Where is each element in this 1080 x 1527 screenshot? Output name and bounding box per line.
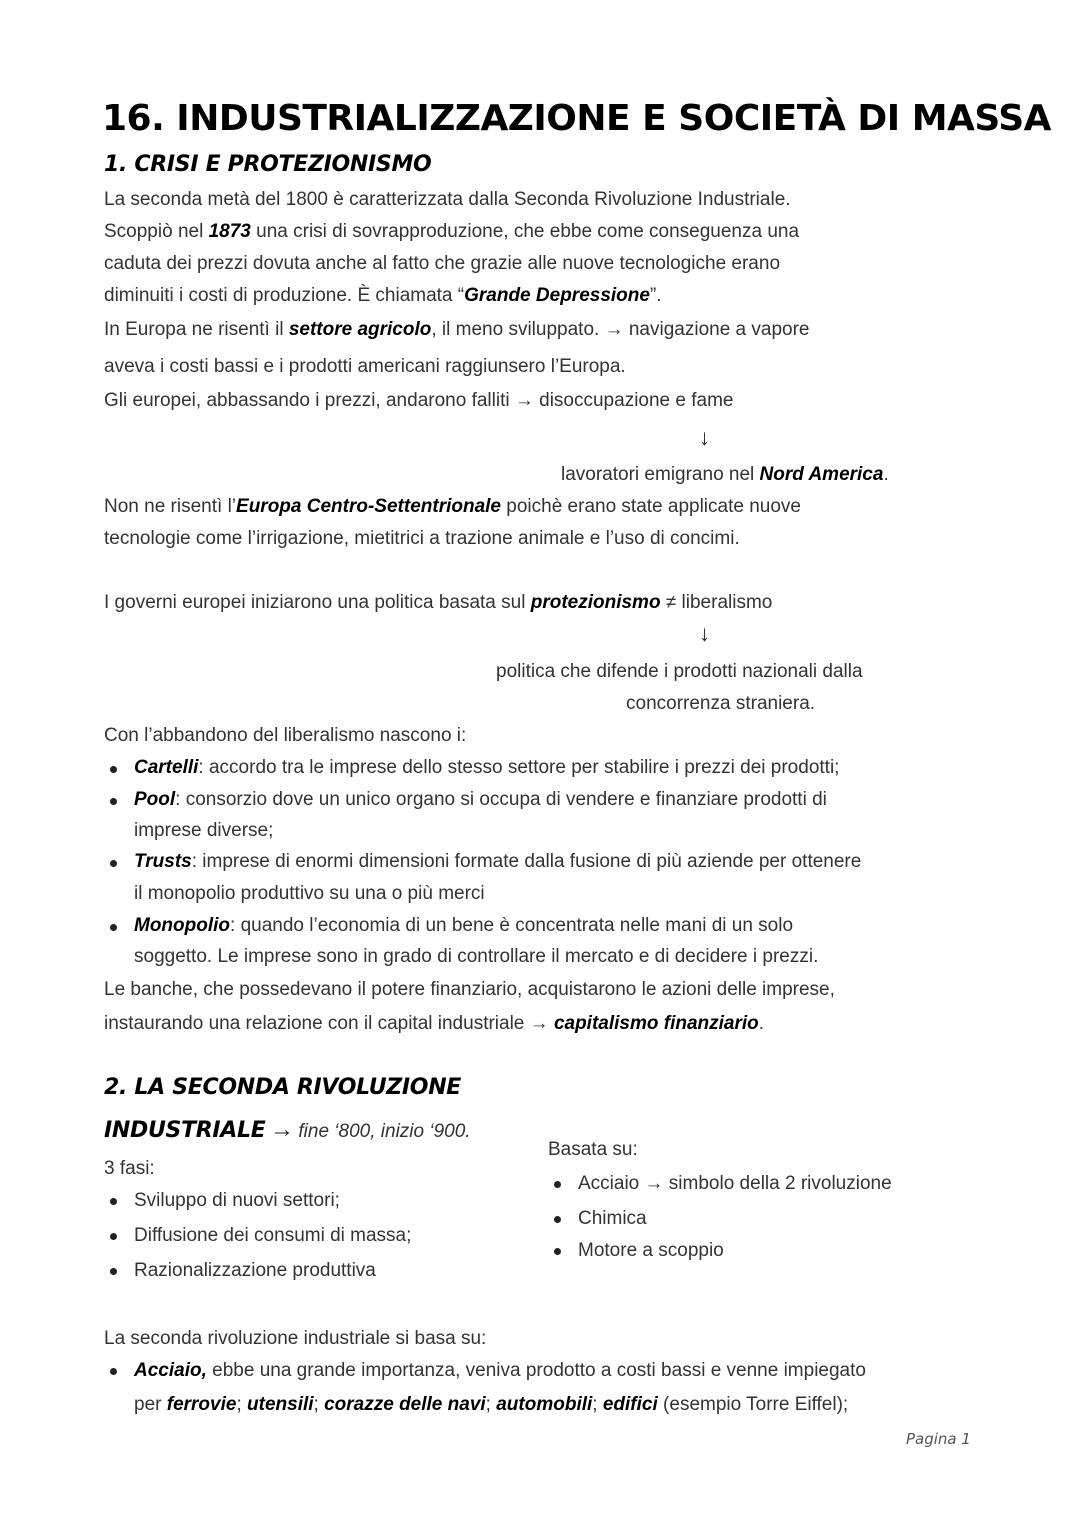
list-item: Trusts: imprese di enormi dimensioni formate dalla fusione di più aziende per ottenere	[134, 851, 862, 872]
list-item: Motore a scoppio	[578, 1240, 724, 1261]
capitalismo-finanziario: capitalismo finanziario	[553, 1013, 759, 1034]
list-item: Chimica	[578, 1208, 647, 1229]
page-number: Pagina 1	[906, 1430, 971, 1448]
bullet-icon	[110, 1268, 117, 1275]
protezionismo: protezionismo	[530, 592, 661, 613]
paragraph-line: diminuiti i costi di produzione. È chiamata “Grande Depressione”.	[104, 285, 662, 306]
arrow-down-icon: ↓	[699, 621, 710, 646]
basis-intro: Basata su:	[548, 1139, 638, 1160]
paragraph-line: caduta dei prezzi dovuta anche al fatto che grazie alle nuove tecnologiche erano	[104, 253, 781, 274]
paragraph-line: Non ne risentì l’Europa Centro-Settentrionale poichè erano state applicate nuove	[104, 496, 801, 517]
bullet-icon	[110, 924, 117, 931]
arrow-down-icon: ↓	[699, 425, 710, 450]
paragraph-line: La seconda rivoluzione industriale si basa su:	[104, 1328, 487, 1349]
list-item: Diffusione dei consumi di massa;	[134, 1225, 412, 1246]
paragraph-line: tecnologie come l’irrigazione, mietitrici a trazione animale e l’uso di concimi.	[104, 528, 740, 549]
bullet-icon	[110, 766, 117, 773]
europa-centro-settentrionale: Europa Centro-Settentrionale	[236, 496, 501, 517]
section-2-heading-line2: INDUSTRIALE → fine ‘800, inizio ‘900.	[104, 1116, 471, 1143]
paragraph-line: concorrenza straniera.	[626, 693, 816, 714]
bullet-icon	[554, 1216, 561, 1223]
paragraph-line: Le banche, che possedevano il potere finanziario, acquistarono le azioni delle imprese,	[104, 979, 835, 1000]
paragraph-line: politica che difende i prodotti nazionali dalla	[496, 661, 863, 682]
list-item: Razionalizzazione produttiva	[134, 1260, 376, 1281]
bullet-icon	[554, 1248, 561, 1255]
arrow-right-icon: →	[269, 1116, 294, 1143]
list-item: Pool: consorzio dove un unico organo si occupa di vendere e finanziare prodotti di	[134, 789, 827, 810]
settore-agricolo: settore agricolo	[288, 319, 432, 340]
bullet-icon	[110, 1198, 117, 1205]
paragraph-line: lavoratori emigrano nel Nord America.	[561, 464, 889, 485]
list-item-continuation: per ferrovie; utensili; corazze delle navi; automobili; edifici (esempio Torre Eiffel);	[134, 1394, 849, 1415]
list-item: Sviluppo di nuovi settori;	[134, 1190, 340, 1211]
phases-intro: 3 fasi:	[104, 1158, 155, 1179]
list-item: Acciaio, ebbe una grande importanza, veniva prodotto a costi bassi e venne impiegato	[134, 1360, 866, 1381]
grande-depressione: Grande Depressione	[464, 285, 650, 306]
list-item: Monopolio: quando l’economia di un bene è concentrata nelle mani di un solo	[134, 915, 794, 936]
paragraph-line: Gli europei, abbassando i prezzi, andarono falliti → disoccupazione e fame	[104, 390, 734, 411]
paragraph-line: I governi europei iniziarono una politica basata sul protezionismo ≠ liberalismo	[104, 592, 773, 613]
page-title: 16. INDUSTRIALIZZAZIONE E SOCIETÀ DI MASSA	[102, 98, 1051, 139]
year-1873: 1873	[208, 221, 251, 242]
paragraph-line: Con l’abbandono del liberalismo nascono i:	[104, 725, 467, 746]
list-item: Acciaio → simbolo della 2 rivoluzione	[578, 1173, 892, 1194]
nord-america: Nord America	[759, 464, 884, 485]
bullet-icon	[110, 1368, 117, 1375]
paragraph-line: In Europa ne risentì il settore agricolo, il meno sviluppato. → navigazione a vapore	[104, 319, 810, 340]
paragraph-line: instaurando una relazione con il capital industriale → capitalismo finanziario.	[104, 1013, 765, 1034]
section-2-heading: 2. LA SECONDA RIVOLUZIONE	[104, 1075, 462, 1100]
paragraph-line: Scoppiò nel 1873 una crisi di sovrapproduzione, che ebbe come conseguenza una	[104, 221, 800, 242]
bullet-icon	[110, 1233, 117, 1240]
list-item-continuation: il monopolio produttivo su una o più merci	[134, 883, 485, 904]
list-item-continuation: imprese diverse;	[134, 820, 274, 841]
bullet-icon	[110, 798, 117, 805]
bullet-icon	[554, 1181, 561, 1188]
paragraph-line: aveva i costi bassi e i prodotti americani raggiunsero l’Europa.	[104, 356, 626, 377]
list-item-continuation: soggetto. Le imprese sono in grado di controllare il mercato e di decidere i prezzi.	[134, 946, 819, 967]
section-1-heading: 1. CRISI E PROTEZIONISMO	[104, 152, 432, 177]
list-item: Cartelli: accordo tra le imprese dello stesso settore per stabilire i prezzi dei prodotti;	[134, 757, 840, 778]
bullet-icon	[110, 860, 117, 867]
paragraph-line: La seconda metà del 1800 è caratterizzata dalla Seconda Rivoluzione Industriale.	[104, 189, 791, 210]
